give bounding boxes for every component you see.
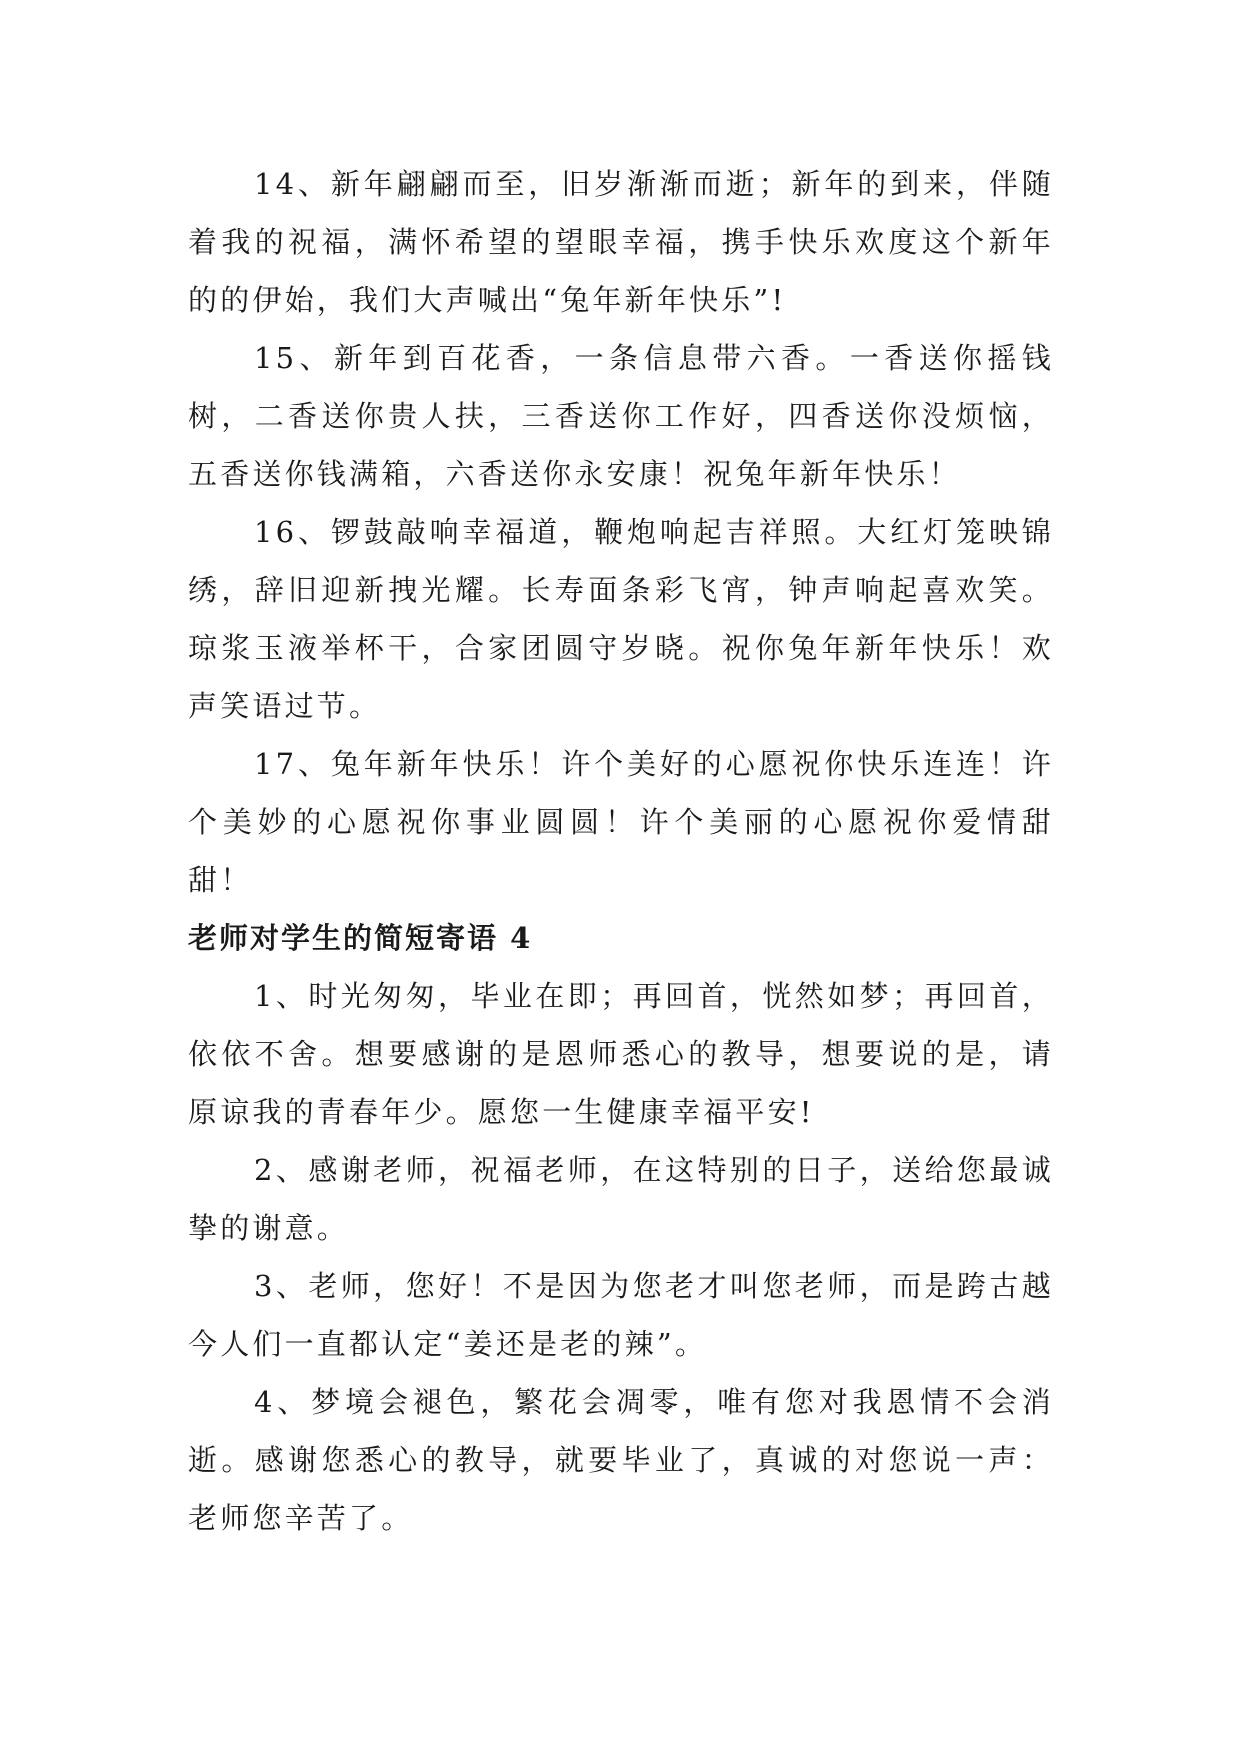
paragraph-2: 2、感谢老师，祝福老师，在这特别的日子，送给您最诚挚的谢意。 — [188, 1153, 1054, 1245]
paragraph-4: 4、梦境会褪色，繁花会凋零，唯有您对我恩情不会消逝。感谢您悉心的教导，就要毕业了，真诚的对您说一声：老师您辛苦了。 — [188, 1385, 1054, 1535]
paragraph-17: 17、兔年新年快乐！许个美好的心愿祝你快乐连连！许个美妙的心愿祝你事业圆圆！许个美丽的心愿祝你爱情甜甜！ — [188, 747, 1054, 897]
paragraph-1: 1、时光匆匆，毕业在即；再回首，恍然如梦；再回首，依依不舍。想要感谢的是恩师悉心的教导，想要说的是，请原谅我的青春年少。愿您一生健康幸福平安! — [188, 979, 1054, 1129]
paragraph-16: 16、锣鼓敲响幸福道，鞭炮响起吉祥照。大红灯笼映锦绣，辞旧迎新拽光耀。长寿面条彩飞宵，钟声响起喜欢笑。琼浆玉液举杯干，合家团圆守岁晓。祝你兔年新年快乐！欢声笑语过节。 — [188, 515, 1054, 723]
section-heading: 老师对学生的简短寄语 4 — [188, 921, 533, 955]
document-body — [188, 155, 1054, 1547]
paragraph-3: 3、老师，您好！不是因为您老才叫您老师，而是跨古越今人们一直都认定“姜还是老的辣”。 — [188, 1269, 1054, 1361]
paragraph-14: 14、新年翩翩而至，旧岁渐渐而逝；新年的到来，伴随着我的祝福，满怀希望的望眼幸福，携手快乐欢度这个新年的的伊始，我们大声喊出“兔年新年快乐”! — [188, 167, 1054, 317]
paragraph-15: 15、新年到百花香，一条信息带六香。一香送你摇钱树，二香送你贵人扶，三香送你工作好，四香送你没烦恼，五香送你钱满箱，六香送你永安康！祝兔年新年快乐！ — [188, 341, 1054, 491]
